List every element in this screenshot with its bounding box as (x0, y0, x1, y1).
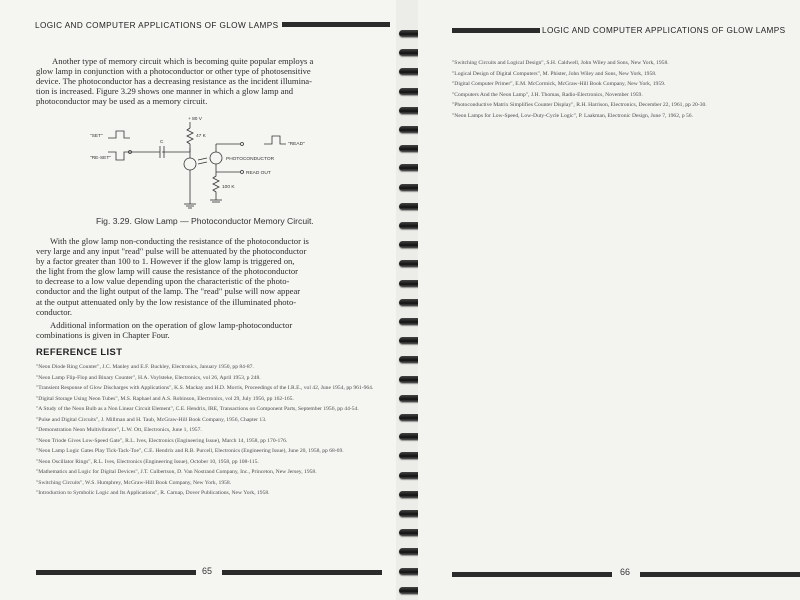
reference-entry: "Switching Circuits and Logical Design", S.H. Caldwell, John Wiley and Sons, New York, 1958. (452, 60, 669, 66)
r2-label: 100 K (222, 185, 235, 190)
right-footer-rule-a (452, 572, 612, 577)
reference-entry: "Switching Circuits", W.S. Humphrey, McGraw-Hill Book Company, New York, 1958. (36, 479, 232, 486)
left-footer-rule-b (222, 570, 382, 575)
paragraph-2 (36, 236, 382, 317)
left-page (0, 0, 398, 600)
right-header-rule (452, 28, 540, 33)
reference-entry: "Neon Lamp Flip-Flop and Binary Counter", H.A. Voylsteke, Electronics, vol 26, April 1953, p 248. (36, 374, 261, 381)
paragraph-2-line: by a factor greater than 100 to 1. However if the glow lamp is triggered on, (36, 256, 295, 267)
reference-entry: "Logical Design of Digital Computers", M. Phister, John Wiley and Sons, New York, 1958. (452, 70, 657, 77)
reference-entry: "A Study of the Neon Bulb as a Non Linear Circuit Element", C.E. Hendrix, IRE, Transactions on Component Parts, September 1956, pp 44-54. (36, 406, 359, 412)
paragraph-3-line: combinations is given in Chapter Four. (36, 330, 170, 341)
paragraph-1-line: photoconductor may be used as a memory circuit. (36, 96, 208, 107)
right-page-number: 66 (620, 567, 631, 577)
paragraph-3-line: Additional information on the operation of glow lamp-photoconductor (50, 320, 293, 330)
paragraph-2-line: very large and any input "read" pulse will be attenuated by the photoconductor (36, 246, 307, 257)
reference-entry: "Computers And the Neon Lamp", J.H. Thomas, Radio-Electronics, November 1959. (452, 91, 643, 98)
paragraph-3 (36, 320, 382, 340)
reference-entry: "Neon Lamp Logic Gates Play Tick-Tack-Toe", C.E. Hendrix and R.B. Purcell, Electronics (Engineering Issue), June 20, 1958, pp 68-69. (36, 448, 344, 454)
read-label: "READ" (288, 142, 305, 147)
readout-label: READ OUT (246, 171, 271, 176)
paragraph-1-line: device. The photoconductor has a decreasing resistance as the incident illumina- (36, 76, 312, 87)
paragraph-1 (36, 56, 382, 106)
reference-list (36, 364, 386, 501)
reference-entry: "Digital Storage Using Neon Tubes", M.S. Raphael and A.S. Robinson, Electronics, vol 29, July 1956, pp 162-165. (36, 395, 294, 402)
supply-label: + 80 V (188, 117, 203, 122)
reference-entry: "Transient Response of Glow Discharges with Applications", K.S. Mackay and H.D. Morris, Proceedings of the I.R.E., vol 42, June 1954, pp 961-964. (36, 385, 374, 391)
paragraph-1-line: glow lamp in conjunction with a photoconductor or other type of photosensitive (36, 66, 311, 77)
reference-entry: "Photoconductive Matrix Simplifies Counter Display", R.H. Harrison, Electronics, December 22, 1961, pp 20-30. (452, 102, 707, 108)
set-label: "SET" (90, 134, 103, 139)
paragraph-2-line: the light from the glow lamp will cause the resistance of the photoconductor (36, 266, 299, 277)
reference-entry: "Mathematics and Logic for Digital Devices", J.T. Culbertson, D. Van Nostrand Company, Inc., Princeton, New Jersey, 1958. (36, 469, 317, 475)
left-page-number: 65 (202, 566, 213, 576)
paragraph-2-line: at the output attenuated only by the low resistance of the illuminated photo- (36, 296, 297, 307)
reference-list-title: REFERENCE LIST (36, 346, 123, 357)
photoconductor-label: PHOTOCONDUCTOR (226, 157, 275, 162)
reference-entry: "Introduction to Symbolic Logic and Its Applications", R. Carnap, Dover Publications, New York, 1958. (36, 490, 270, 496)
left-footer-rule-a (36, 570, 196, 575)
left-header-rule (282, 22, 390, 27)
paragraph-2-line: conductor. (36, 306, 73, 317)
circuit-diagram (90, 112, 330, 222)
left-running-header: LOGIC AND COMPUTER APPLICATIONS OF GLOW LAMPS (35, 21, 279, 30)
right-running-header: LOGIC AND COMPUTER APPLICATIONS OF GLOW LAMPS (542, 26, 786, 35)
reference-entry: "Digital Computer Primer", E.M. McCormick, McGraw-Hill Book Company, New York, 1959. (452, 81, 666, 87)
paragraph-2-line: to decrease to a low value depending upon the characteristic of the photo- (36, 276, 290, 287)
capacitor-label: C (160, 140, 164, 145)
r1-label: 47 K (196, 134, 206, 139)
paragraph-2-line: With the glow lamp non-conducting the resistance of the photoconductor is (50, 236, 309, 246)
right-page (418, 0, 800, 600)
paragraph-1-line: Another type of memory circuit which is becoming quite popular employs a (52, 56, 314, 66)
reference-entry: "Neon Lamps for Low-Speed, Low-Duty-Cycle Logic", P. Laakman, Electronic Design, June 7, 1962, p 56. (452, 112, 694, 119)
paragraph-1-line: tion is increased. Figure 3.29 shows one manner in which a glow lamp and (36, 86, 294, 97)
paragraph-2-line: conductor and the light output of the lamp. The "read" pulse will now appear (36, 286, 301, 297)
reference-entry: "Neon Triode Gives Low-Speed Gate", R.L. Ives, Electronics (Engineering Issue), March 14, 1958, pp 170-176. (36, 437, 288, 444)
reset-label: "RE-SET" (90, 156, 111, 161)
reference-list-continued (452, 60, 797, 123)
reference-entry: "Pulse and Digital Circuits", J. Millman and H. Taub, McGraw-Hill Book Company, 1956, Chapter 13. (36, 416, 267, 423)
reference-entry: "Neon Diode Ring Counter", J.C. Manley and E.F. Buckley, Electronics, January 1950, pp 84-87. (36, 364, 254, 370)
reference-entry: "Neon Oscillator Rings", R.L. Ives, Electronics (Engineering Issue), October 10, 1958, pp 108-115. (36, 458, 259, 465)
reference-entry: "Demonstration Neon Multivibrator", L.W. Ott, Electronics, June 1, 1957. (36, 427, 202, 433)
right-footer-rule-b (640, 572, 800, 577)
figure-caption: Fig. 3.29. Glow Lamp — Photoconductor Memory Circuit. (96, 216, 314, 226)
